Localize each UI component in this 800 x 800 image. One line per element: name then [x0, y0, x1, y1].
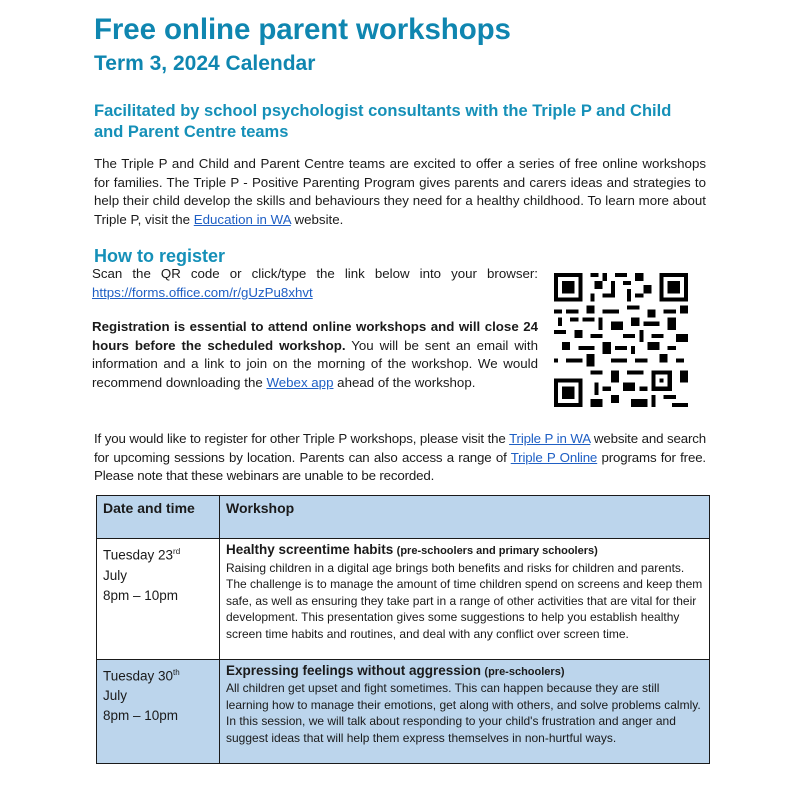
date-month: July: [103, 567, 128, 583]
date-day: Tuesday 30: [103, 668, 174, 684]
registration-form-link[interactable]: https://forms.office.com/r/gUzPu8xhvt: [92, 284, 313, 300]
webex-app-link[interactable]: Webex app: [266, 374, 334, 390]
intro-text: The Triple P and Child and Parent Centre teams are excited to offer a series of free online workshops for families. The Triple P - Positive Parenting Program gives parents and carers ideas and strategies to help their child develop the skills and behaviours they need for a healthy childhood. To learn more about Triple P, visit the: [94, 156, 706, 227]
triple-p-in-wa-link[interactable]: Triple P in WA: [509, 431, 591, 446]
intro-text-end: website.: [290, 211, 344, 227]
intro-paragraph: [94, 155, 706, 229]
other-workshops-paragraph: [94, 430, 706, 486]
column-header-date: Date and time: [97, 496, 220, 539]
workshop-description: All children get upset and fight sometimes. This can happen because they are still learning how to manage their emotions, get along with others, and solve problems calmly. In this session, we will talk about responding to your child's frustration and anger and suggest ideas that will help them express themselves in non-hurtful ways.: [226, 681, 701, 745]
registration-notice-bold: Registration is essential to attend online workshops and will close 24 hours before the scheduled workshop.: [92, 319, 538, 353]
page-subtitle: Term 3, 2024 Calendar: [94, 52, 316, 75]
date-day: Tuesday 23: [103, 547, 174, 563]
workshop-title: Healthy screentime habits: [226, 542, 394, 557]
date-cell: [97, 659, 220, 763]
workshop-cell: [220, 659, 710, 763]
registration-notice: [92, 318, 538, 392]
table-header-row: [97, 496, 710, 539]
workshop-table: [96, 495, 710, 764]
qr-code-icon[interactable]: [554, 273, 688, 407]
triple-p-online-link[interactable]: Triple P Online: [510, 449, 598, 465]
registration-notice-text: You will be sent an email with information and a link to join on the morning of the workshop. We would recommend downloading the: [92, 337, 538, 390]
workshop-cell: [220, 539, 710, 660]
date-suffix: th: [173, 667, 180, 677]
table-row: [97, 659, 710, 763]
workshop-description: Raising children in a digital age brings both benefits and risks for children and parents. The challenge is to manage the amount of time children spend on screens and keep them safe, as well as ensuring they take part in a range of other activities that are vital for their development. This presentation gives some suggestions to help you establish healthy screen time habits and routines, and deal with any conflict over screen time.: [226, 560, 703, 641]
date-time: 8pm – 10pm: [103, 708, 179, 724]
date-month: July: [103, 688, 128, 704]
how-to-register-heading: How to register: [94, 246, 226, 266]
workshop-title: Expressing feelings without aggression: [226, 662, 482, 678]
table-row: [97, 539, 710, 660]
facilitated-heading: Facilitated by school psychologist consultants with the Triple P and Child and Parent Centre teams: [94, 102, 672, 141]
registration-block: [92, 265, 538, 392]
column-header-workshop: Workshop: [220, 496, 710, 539]
workshop-audience: (pre-schoolers): [484, 665, 565, 678]
other-text-1: If you would like to register for other Triple P workshops, please visit the: [94, 431, 510, 446]
other-text-3: programs for free. Please note that these webinars are unable to be recorded.: [94, 449, 706, 483]
date-time: 8pm – 10pm: [103, 587, 179, 603]
registration-notice-end: ahead of the workshop.: [333, 374, 476, 390]
date-suffix: rd: [173, 547, 181, 556]
other-text-2: website and search for upcoming sessions by location. Parents can also access a range of: [94, 431, 706, 465]
scan-instructions: Scan the QR code or click/type the link below into your browser:: [92, 266, 538, 281]
date-cell: [97, 539, 220, 660]
page-title: Free online parent workshops: [94, 13, 511, 46]
education-in-wa-link[interactable]: Education in WA: [193, 211, 291, 227]
workshop-audience: (pre-schoolers and primary schoolers): [396, 545, 598, 557]
